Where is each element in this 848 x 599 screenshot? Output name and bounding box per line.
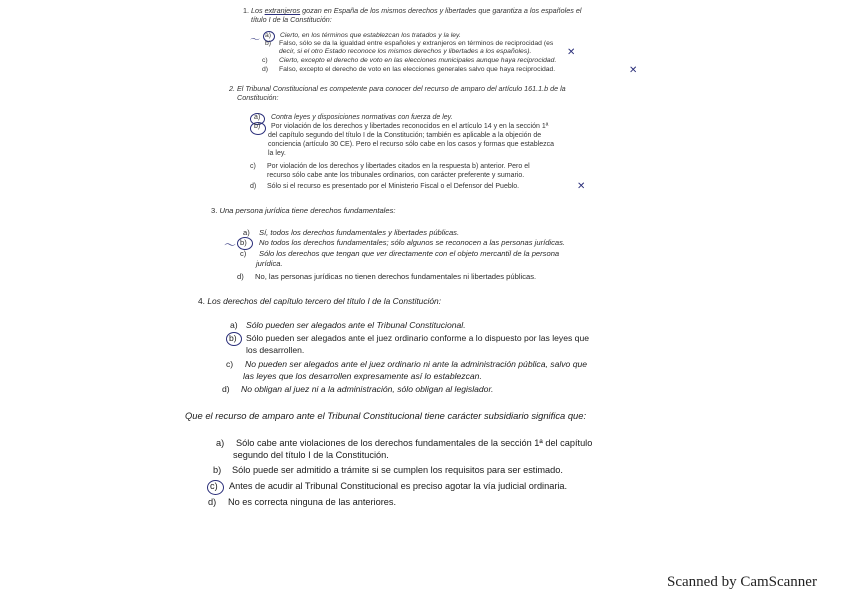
question-2: 2. El Tribunal Constitucional es competente para conocer del recurso de amparo del artículo 161.1.b de la Constitución: xyxy=(229,84,566,102)
question-number: 1. xyxy=(243,6,249,15)
question-title-line2: título I de la Constitución: xyxy=(251,15,332,24)
cross-mark: ✕ xyxy=(577,181,586,192)
question-3: 3. Una persona jurídica tiene derechos fundamentales: xyxy=(211,206,396,215)
question-4: 4. Los derechos del capítulo tercero del título I de la Constitución: xyxy=(198,296,442,306)
cross-mark: ✕ xyxy=(629,65,638,76)
camscanner-watermark: Scanned by CamScanner xyxy=(667,574,817,590)
question-title: Los extranjeros gozan en España de los mismos derechos y libertades que garantiza a los españoles el xyxy=(251,6,582,15)
tick-mark: 〜 xyxy=(250,35,260,46)
cross-mark: ✕ xyxy=(567,47,576,58)
question-1 xyxy=(243,6,581,24)
tick-mark: 〜 xyxy=(224,238,237,252)
question-5: Que el recurso de amparo ante el Tribunal Constitucional tiene carácter subsidiario significa que: xyxy=(185,410,587,421)
